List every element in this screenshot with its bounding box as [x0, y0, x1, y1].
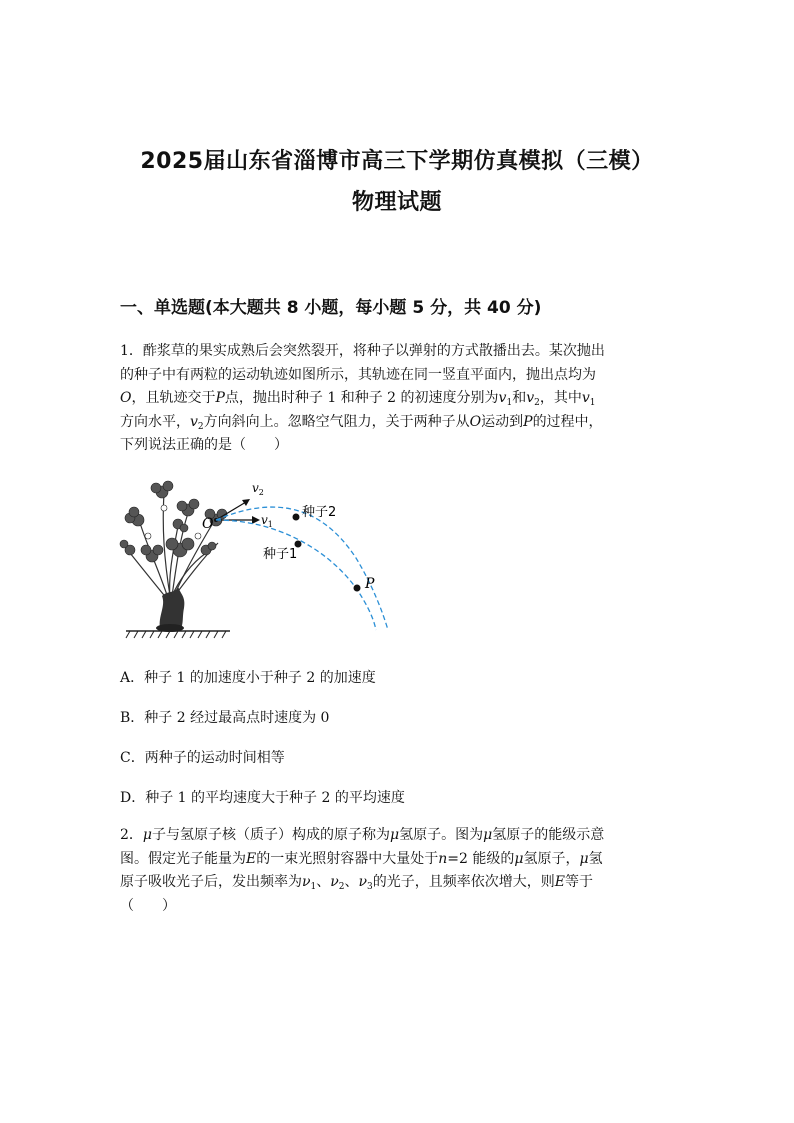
- section-heading: 一、单选题(本大题共 8 小题，每小题 5 分，共 40 分): [120, 298, 542, 318]
- q1-text: ，其中: [539, 390, 582, 406]
- var-O: O: [120, 390, 132, 406]
- point-p-dot: [354, 585, 361, 592]
- q1-line-3: [120, 387, 680, 411]
- var-mu: μ: [514, 850, 524, 867]
- q2-line-2: 图。假定光子能量为E的一束光照射容器中大量处于n=2 能级的μ氢原子，μ氢: [120, 850, 603, 867]
- option-d: D．种子 1 的平均速度大于种子 2 的平均速度: [120, 790, 405, 806]
- q1-text: 的过程中，: [532, 413, 603, 430]
- var-n: n: [438, 850, 448, 867]
- var-v2: $v_2$: [526, 390, 540, 408]
- question-2-stem: [120, 824, 680, 918]
- point-p-label: P: [365, 576, 375, 592]
- option-c: C．两种子的运动时间相等: [120, 750, 285, 766]
- ground-hatch: [126, 631, 230, 638]
- seed-2-dot: [293, 514, 300, 521]
- q1-text: 点，抛出时种子 1 和种子 2 的初速度分别为: [224, 390, 499, 406]
- var-mu: μ: [483, 827, 493, 843]
- q1-line-2: 的种子中有两粒的运动轨迹如图所示，其轨迹在同一竖直平面内，抛出点均为: [120, 366, 596, 383]
- q2-line-1: 2．μ子与氢原子核（质子）构成的原子称为μ氢原子。图为μ氢原子的能级示意: [120, 827, 605, 843]
- trajectory-seed-1: [216, 520, 376, 630]
- page-title: 2025届山东省淄博市高三下学期仿真模拟（三模）: [140, 149, 654, 174]
- var-nu3: $\nu_3$: [358, 874, 373, 892]
- question-1-stem: [120, 340, 680, 458]
- q2-line-4: （ ）: [120, 897, 176, 914]
- var-v1: $v_1$: [498, 390, 513, 408]
- seed-1-label: 种子1: [263, 547, 298, 562]
- q1-line-4: [120, 411, 680, 435]
- q1-text: 运动到: [481, 413, 524, 430]
- var-mu: μ: [390, 827, 400, 843]
- var-O: O: [469, 413, 482, 430]
- q1-text: ，且轨迹交于: [131, 390, 216, 406]
- v2-label: $v_2$: [252, 481, 264, 497]
- var-nu1: $\nu_1$: [302, 874, 317, 892]
- option-a: A．种子 1 的加速度小于种子 2 的加速度: [120, 670, 376, 686]
- seed-2-label: 种子2: [302, 505, 337, 520]
- q1-text: 和: [512, 390, 527, 406]
- var-nu2: $\nu_2$: [330, 874, 345, 892]
- var-P: P: [523, 413, 533, 430]
- q2-line-3: 原子吸收光子后，发出频率为$\nu_1$、$\nu_2$、$\nu_3$的光子，且频率依次增大，则E等于: [120, 874, 593, 892]
- var-v2: $v_2$: [190, 413, 204, 432]
- seed-trajectory-figure: [118, 478, 398, 643]
- var-mu: μ: [579, 850, 589, 867]
- var-E: E: [246, 850, 257, 867]
- page-subtitle: 物理试题: [351, 190, 442, 215]
- wood-sorrel-plant-icon: [120, 481, 227, 632]
- q1-line-5: 下列说法正确的是（ ）: [120, 437, 288, 453]
- var-E: E: [554, 874, 565, 890]
- q1-text: 方向水平，: [120, 413, 190, 430]
- v1-label: $v_1$: [261, 513, 273, 529]
- option-b: B．种子 2 经过最高点时速度为 0: [120, 710, 330, 726]
- var-mu: μ: [142, 827, 153, 843]
- q1-line-1: 1．酢浆草的果实成熟后会突然裂开，将种子以弹射的方式散播出去。某次抛出: [120, 343, 605, 359]
- var-v1: $v_1$: [581, 390, 596, 408]
- var-P: P: [215, 390, 225, 406]
- q1-text: 方向斜向上。忽略空气阻力，关于两种子从: [203, 413, 470, 430]
- point-o-label: O: [202, 516, 214, 532]
- trajectory-seed-2: [216, 507, 388, 630]
